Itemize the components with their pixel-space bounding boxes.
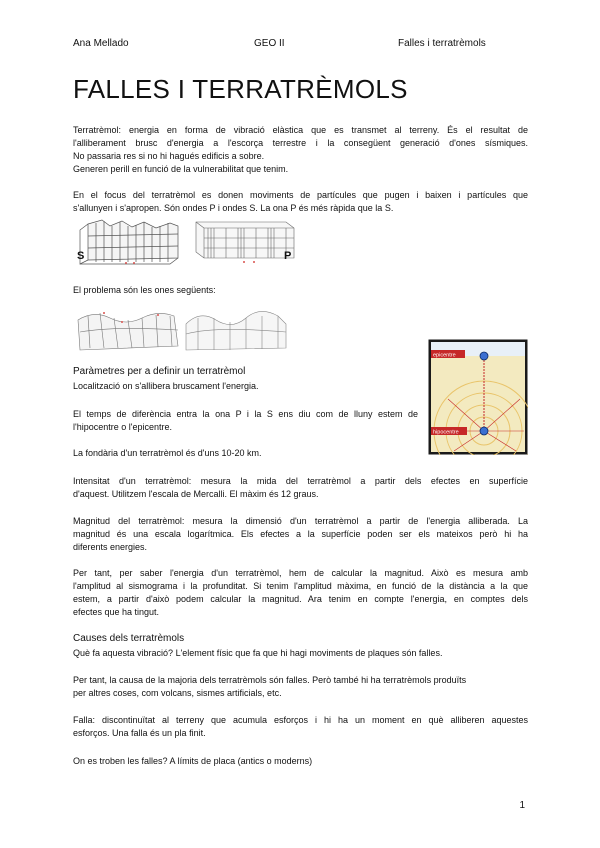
text-line: estem, a partir d'això podem calcular la magnitud. Ara tenim en compte l'energia, en comptes dels (73, 594, 528, 604)
paragraph-localitzacio: Localització on s'allibera bruscament l'energia. (73, 381, 259, 391)
text-line: Generen perill en funció de la vulnerabilitat que tenim. (73, 164, 289, 174)
paragraph-magnitud (73, 515, 528, 554)
epicentre-hipocentre-diagram (428, 339, 528, 455)
text-line: Per tant, per saber l'energia d'un terratrèmol, hem de calcular la magnitud. Això es mesura amb (73, 568, 528, 578)
paragraph-problema: El problema són les ones següents: (73, 285, 216, 295)
text-line: Intensitat d'un terratrèmol: mesura la mida del terratrèmol a partir dels efectes en superfície (73, 476, 528, 486)
s-wave-block (80, 220, 178, 264)
text-line: l'amplitud al sismograma i la profunditat. Si tenim l'amplitud màxima, en funció de la distància a la que (73, 581, 528, 591)
header-course: GEO II (254, 38, 285, 49)
page-title: FALLES I TERRATRÈMOLS (73, 74, 408, 104)
paragraph-causa (73, 674, 528, 700)
love-wave-block (78, 313, 178, 350)
text-line: En el focus del terratrèmol es donen moviments de partícules que pugen i baixen i partícules que (73, 190, 528, 200)
header-topic: Falles i terratrèmols (398, 38, 486, 49)
paragraph-per-tant (73, 567, 528, 619)
text-line: No passaria res si no hi hagués edificis a sobre. (73, 151, 265, 161)
text-line: Per tant, la causa de la majoria dels terratrèmols són falles. Però també hi ha terratrèmols produïts (73, 675, 467, 685)
epicentre-label: epicentre (433, 352, 456, 359)
text-line: l'hipocentre o l'epicentre. (73, 422, 172, 432)
paragraph-causes: Què fa aquesta vibració? L'element físic que fa que hi hagi moviments de plaques són falles. (73, 648, 443, 658)
text-line: per altres coses, com volcans, sismes artificials, etc. (73, 688, 282, 698)
paragraph-intensitat (73, 475, 528, 501)
paragraph-fondaria: La fondària d'un terratrèmol és d'uns 10-20 km. (73, 448, 262, 458)
paragraph-focus (73, 189, 528, 215)
text-line: El temps de diferència entra la ona P i la S ens diu com de lluny estem de (73, 409, 418, 419)
text-line: magnitud és una escala logarítmica. Els efectes a la superfície poden ser els mateixos però hi ha (73, 529, 528, 539)
section-title-causes: Causes dels terratrèmols (73, 633, 185, 644)
text-line: s'allunyen i s'apropen. Són ondes P i ondes S. La ona P és més ràpida que la S. (73, 203, 394, 213)
surface-waves-illustration (74, 306, 294, 354)
header-author: Ana Mellado (73, 38, 129, 49)
text-line: Magnitud del terratrèmol: mesura la dimensió d'un terratrèmol a partir de l'energia alliberada. La (73, 516, 528, 526)
rayleigh-wave-block (186, 311, 286, 350)
paragraph-falla (73, 714, 528, 740)
wave-arrows (125, 261, 255, 264)
text-line: Falla: discontinuïtat al terreny que acumula esforços i hi ha un moment en què alliberen aquestes (73, 715, 528, 725)
paragraph-terratremol (73, 124, 528, 176)
diagram-background (431, 342, 525, 452)
text-line: diferents energies. (73, 542, 148, 552)
section-title-parametres: Paràmetres per a definir un terratrèmol (73, 366, 246, 377)
hipocentre-label: hipocentre (433, 429, 459, 436)
paragraph-on-es-troben: On es troben les falles? A límits de placa (antics o moderns) (73, 756, 313, 766)
text-line: l'alliberament brusc d'energia a l'escorça terrestre i la consegüent generació d'ones sísmiques. (73, 138, 528, 148)
hipocentre-marker (480, 427, 488, 435)
paragraph-temps (73, 408, 418, 434)
s-wave-label: S (77, 250, 85, 262)
text-line: Terratrèmol: energia en forma de vibració elàstica que es transmet al terreny. És el resultat de (73, 125, 528, 135)
p-wave-block (196, 222, 294, 258)
text-line: d'aquest. Utilitzem l'escala de Mercalli. El màxim és 12 graus. (73, 489, 319, 499)
page-number: 1 (519, 800, 525, 811)
text-line: esforços. Una falla és un pla finit. (73, 728, 206, 738)
text-line: efectes que ha tingut. (73, 607, 160, 617)
wave-illustration-s-p (74, 218, 299, 268)
p-wave-label: P (284, 250, 292, 262)
epicentre-marker (480, 352, 488, 360)
